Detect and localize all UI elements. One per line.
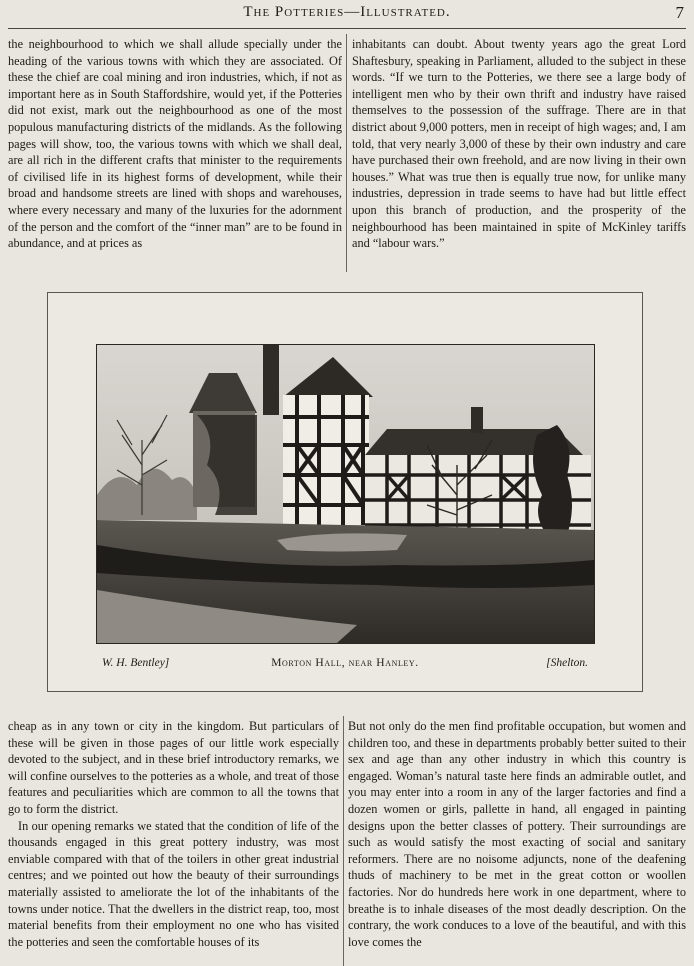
figure-caption xyxy=(48,655,642,675)
paragraph: inhabitants can doubt. About twenty years ago the great Lord Shaftesbury, speaking in Parliament, alluded to the subject in these words. “If we turn to the Potteries, we there see a large body of intelligent men who by their own thrift and industry have raised themselves to the possession of the suffrage. There are in that district about 9,000 potters, men in receipt of high wages; and, I am told, that very nearly 3,000 of these by their own industry and care have purchased their own freehold, and are now living in their own houses.” What was true then is equally true now, for unlike many industries, depression in trade seems to have had but little effect upon this branch of production, and the prosperity of the neighbourhood has been maintained in spite of McKinley tariffs and “labour wars.” xyxy=(352,37,686,251)
paragraph: In our opening remarks we stated that the condition of life of the thousands engaged in this great pottery industry, was most enviable compared with that of the toilers in other great industrial centres; and we pointed out how the beauty of their surroundings materially assisted to ameliorate the lot of the inhabitants of the towns under notice. That the dwellers in the district reap, too, most material benefits from their employment no one who has visited the potteries and seen the comfortable houses of its xyxy=(8,818,339,949)
page-header xyxy=(8,0,686,29)
page-number: 7 xyxy=(675,3,684,22)
column-top-left xyxy=(8,36,342,270)
column-divider xyxy=(343,716,344,966)
paragraph: cheap as in any town or city in the kingdom. But particulars of these will be given in those pages of our little work especially devoted to the subject, and in these brief introductory remarks, we will confine ourselves to the potteries as a whole, and treat of those features and peculiarities which are common to all the towns that go to form the district. xyxy=(8,719,339,816)
column-divider xyxy=(346,34,347,272)
column-bottom-left xyxy=(8,718,339,966)
caption-location: [Shelton. xyxy=(546,657,588,669)
photo-morton-hall xyxy=(96,344,595,644)
caption-title: Morton Hall, near Hanley. xyxy=(271,657,419,669)
house-engraving xyxy=(97,345,594,643)
illustration-frame xyxy=(47,292,643,692)
running-title: The Potteries—Illustrated. xyxy=(243,4,451,20)
column-bottom-right xyxy=(348,718,686,966)
paragraph: the neighbourhood to which we shall allude specially under the heading of the various towns with which they are associated. Of these the chief are coal mining and iron industries, which, if not as important here as in South Staffordshire, would yet, if the Potteries did not exist, mark out the neighbourhood as one of the most populous manufacturing districts of the midlands. As the following pages will show, too, the various towns with which we shall deal, are all rich in the different crafts that minister to the requirements of civilised life in its highest forms of development, while their broad and handsome streets are lined with shops and warehouses, where every necessary and many of the luxuries for the adornment of the person and the comfort of the “inner man” are to be found in abundance, and at prices as xyxy=(8,37,342,251)
paragraph: But not only do the men find profitable occupation, but women and children too, and these in departments probably better suited to their sex and age than any other industry in which this country is engaged. Woman’s natural taste here finds an admirable outlet, and you may enter into a room in any of the larger factories and find a dozen women or girls, pallette in hand, all engaged in painting designs upon the better classes of pottery. Their surroundings are such as would satisfy the most exacting of social and sanitary reformers. There are no noisome adjuncts, none of the deafening thuds of machinery to be met in the great cotton or woollen factories. Nor do hundreds here work in one department, where to breathe is to inhale diseases of the most deadly description. On the contrary, the work conduces to a love of the beautiful, and with this love comes the xyxy=(348,719,686,949)
column-top-right xyxy=(352,36,686,270)
caption-photographer: W. H. Bentley] xyxy=(102,657,170,669)
